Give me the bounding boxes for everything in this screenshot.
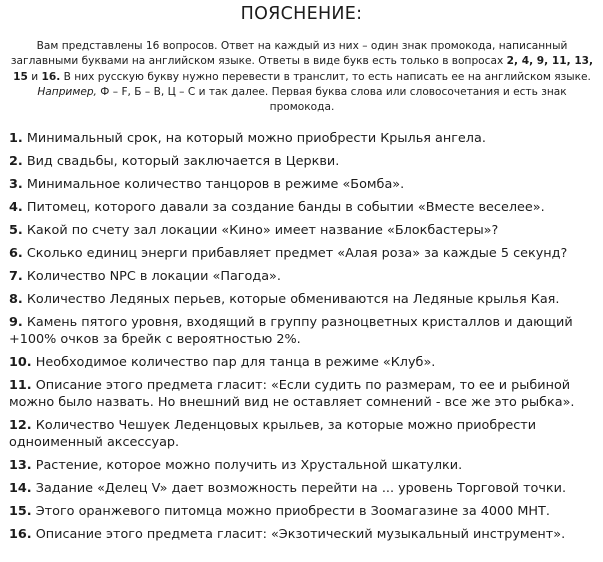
- question-number: 7.: [9, 269, 23, 284]
- questions-list: [9, 130, 601, 549]
- question-item: [9, 130, 601, 147]
- question-number: 9.: [9, 315, 23, 330]
- page-title: ПОЯСНЕНИЕ:: [240, 4, 363, 24]
- question-item: [9, 377, 601, 411]
- intro-text-3: Ф – F, Б – B, Ц – C и так далее. Первая буква слова или словосочетания и есть знак промокода.: [96, 85, 567, 114]
- question-item: [9, 291, 601, 308]
- question-item: [9, 526, 601, 543]
- question-text: Количество NPC в локации «Пагода».: [22, 269, 281, 284]
- question-text: Количество Чешуек Леденцовых крыльев, за которые можно приобрести одноименный аксессуар.: [9, 418, 537, 450]
- question-number: 1.: [9, 131, 23, 146]
- question-item: [9, 503, 601, 520]
- question-text: Необходимое количество пар для танца в режиме «Клуб».: [31, 355, 436, 370]
- question-text: Этого оранжевого питомца можно приобрести в Зоомагазине за 4000 МНТ.: [31, 504, 550, 519]
- intro-text-2: В них русскую букву нужно перевести в транслит, то есть написать ее на английском языке.: [60, 70, 591, 83]
- question-item: [9, 153, 601, 170]
- question-item: [9, 268, 601, 285]
- intro-text-1: Вам представлены 16 вопросов. Ответ на каждый из них – один знак промокода, написанный заглавными буквами на английском языке. Ответы в виде букв есть только в вопросах: [10, 40, 568, 68]
- question-item: [9, 314, 601, 348]
- question-item: [9, 222, 601, 239]
- question-number: 6.: [9, 246, 23, 261]
- question-text: Питомец, которого давали за создание банды в событии «Вместе веселее».: [22, 200, 545, 215]
- question-text: Количество Ледяных перьев, которые обмениваются на Ледяные крылья Кая.: [22, 292, 560, 307]
- question-number: 11.: [9, 378, 32, 393]
- intro-last-letter-question: 16.: [41, 70, 61, 83]
- question-text: Задание «Делец V» дает возможность перейти на ... уровень Торговой точки.: [31, 481, 567, 496]
- question-text: Растение, которое можно получить из Хрустальной шкатулки.: [31, 458, 463, 473]
- question-number: 5.: [9, 223, 23, 238]
- question-item: [9, 199, 601, 216]
- question-item: [9, 457, 601, 474]
- question-text: Вид свадьбы, который заключается в Церкви.: [22, 154, 340, 169]
- question-number: 2.: [9, 154, 23, 169]
- question-text: Камень пятого уровня, входящий в группу разноцветных кристаллов и дающий +100% очков за брейк с вероятностью 2%.: [9, 315, 573, 347]
- question-number: 15.: [9, 504, 32, 519]
- question-number: 3.: [9, 177, 23, 192]
- question-item: [9, 176, 601, 193]
- question-number: 10.: [9, 355, 32, 370]
- question-text: Описание этого предмета гласит: «Экзотический музыкальный инструмент».: [31, 527, 566, 542]
- question-item: [9, 245, 601, 262]
- question-item: [9, 354, 601, 371]
- question-number: 13.: [9, 458, 32, 473]
- question-text: Какой по счету зал локации «Кино» имеет название «Блокбастеры»?: [22, 223, 499, 238]
- question-item: [9, 417, 601, 451]
- question-number: 14.: [9, 481, 32, 496]
- question-text: Описание этого предмета гласит: «Если судить по размерам, то ее и рыбиной можно было назвать. Но внешний вид не оставляет сомнений - все же это рыбка».: [9, 378, 575, 410]
- intro-paragraph: [8, 39, 596, 115]
- question-text: Минимальный срок, на который можно приобрести Крылья ангела.: [22, 131, 486, 146]
- question-text: Сколько единиц энерги прибавляет предмет «Алая роза» за каждые 5 секунд?: [22, 246, 568, 261]
- question-number: 4.: [9, 200, 23, 215]
- intro-and-word: и: [27, 70, 42, 83]
- question-number: 8.: [9, 292, 23, 307]
- question-number: 12.: [9, 418, 32, 433]
- intro-letter-questions: 2, 4, 9, 11, 13, 15: [13, 55, 594, 83]
- intro-example-label: Например,: [37, 85, 97, 98]
- question-text: Минимальное количество танцоров в режиме «Бомба».: [22, 177, 405, 192]
- question-number: 16.: [9, 527, 32, 542]
- question-item: [9, 480, 601, 497]
